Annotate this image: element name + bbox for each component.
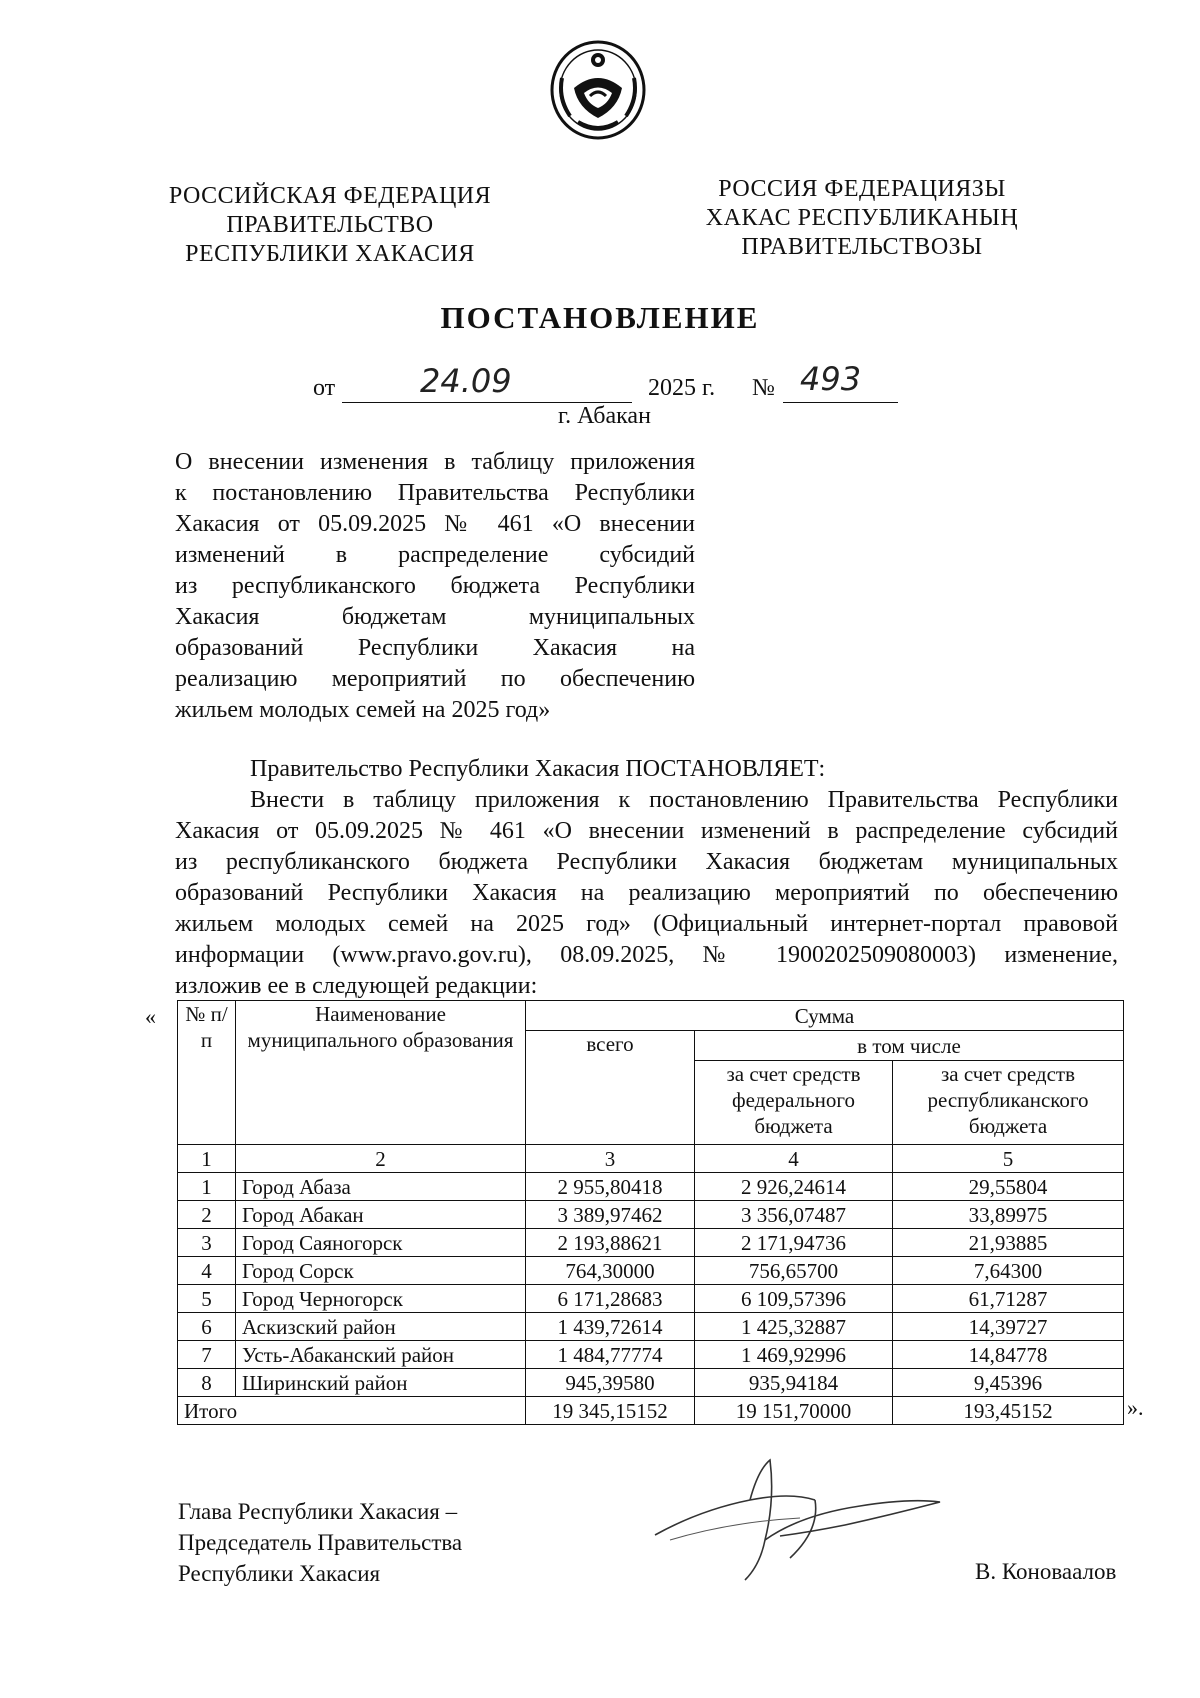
row-total: 2 955,80418 [526, 1173, 695, 1201]
row-federal: 1 425,32887 [695, 1313, 893, 1341]
row-num: 2 [178, 1201, 236, 1229]
signer-name: В. Коноваалов [975, 1559, 1117, 1584]
header-republic: за счет средств республиканского бюджета [893, 1061, 1124, 1145]
table-row [178, 1173, 1124, 1201]
col-number: 5 [893, 1145, 1124, 1173]
header-num: № п/п [178, 1001, 236, 1145]
row-federal: 6 109,57396 [695, 1285, 893, 1313]
row-federal: 2 926,24614 [695, 1173, 893, 1201]
row-republic: 29,55804 [893, 1173, 1124, 1201]
row-name: Ширинский район [236, 1369, 526, 1397]
signature-position [178, 1496, 462, 1589]
row-total: 1 484,77774 [526, 1341, 695, 1369]
resolution-line: Правительство Республики Хакасия ПОСТАНОВЛЯЕТ: [250, 756, 826, 782]
subject-line: изменений в распределение субсидий [175, 542, 695, 568]
subject-line: реализацию мероприятий по обеспечению [175, 666, 695, 692]
row-num: 3 [178, 1229, 236, 1257]
subject-line: к постановлению Правительства Республики [175, 480, 695, 506]
city-label: г. Абакан [558, 403, 651, 429]
header-total: всего [526, 1031, 695, 1145]
row-republic: 14,84778 [893, 1341, 1124, 1369]
header-federal: за счет средств федерального бюджета [695, 1061, 893, 1145]
row-num: 8 [178, 1369, 236, 1397]
table-row [178, 1257, 1124, 1285]
header-left-line: РЕСПУБЛИКИ ХАКАСИЯ [185, 241, 475, 267]
body-line: из республиканского бюджета Республики Хакасия бюджетам муниципальных [175, 849, 1118, 875]
position-line: Председатель Правительства [178, 1530, 463, 1555]
body-line: информации (www.pravo.gov.ru), 08.09.2025, № 1900202509080003) изменение, [175, 942, 1118, 968]
row-republic: 33,89975 [893, 1201, 1124, 1229]
row-total: 1 439,72614 [526, 1313, 695, 1341]
header-right-line: ПРАВИТЕЛЬСТВОЗЫ [741, 234, 983, 260]
header-left-line: РОССИЙСКАЯ ФЕДЕРАЦИЯ [168, 183, 492, 209]
table-row [178, 1201, 1124, 1229]
row-republic: 61,71287 [893, 1285, 1124, 1313]
row-name: Город Абакан [236, 1201, 526, 1229]
header-right-line: ХАКАС РЕСПУБЛИКАНЫҢ [705, 205, 1019, 231]
subject-line: образований Республики Хакасия на [175, 635, 695, 661]
total-row [178, 1397, 1124, 1425]
header-including: в том числе [695, 1031, 1124, 1061]
body-line: Внести в таблицу приложения к постановлению Правительства Республики [250, 787, 1118, 813]
row-total: 764,30000 [526, 1257, 695, 1285]
table-header-row [178, 1001, 1124, 1031]
column-numbers-row [178, 1145, 1124, 1173]
position-line: Республики Хакасия [178, 1561, 381, 1586]
year-label: 2025 г. [648, 375, 716, 401]
total-federal: 19 151,70000 [695, 1397, 893, 1425]
row-name: Аскизский район [236, 1313, 526, 1341]
document-subject [175, 447, 695, 726]
row-republic: 14,39727 [893, 1313, 1124, 1341]
row-num: 5 [178, 1285, 236, 1313]
row-federal: 3 356,07487 [695, 1201, 893, 1229]
document-type-title: ПОСТАНОВЛЕНИЕ [440, 300, 760, 335]
row-total: 3 389,97462 [526, 1201, 695, 1229]
row-num: 1 [178, 1173, 236, 1201]
subject-line: Хакасия от 05.09.2025 № 461 «О внесении [175, 511, 695, 537]
row-num: 7 [178, 1341, 236, 1369]
row-name: Город Сорск [236, 1257, 526, 1285]
body-line: жильем молодых семей на 2025 год» (Официальный интернет-портал правовой [175, 911, 1118, 937]
subject-line: жильем молодых семей на 2025 год» [175, 697, 551, 723]
header-left-ru [150, 182, 510, 269]
row-total: 6 171,28683 [526, 1285, 695, 1313]
row-name: Город Черногорск [236, 1285, 526, 1313]
col-number: 2 [236, 1145, 526, 1173]
header-sum: Сумма [526, 1001, 1124, 1031]
table-row [178, 1341, 1124, 1369]
row-republic: 21,93885 [893, 1229, 1124, 1257]
row-federal: 935,94184 [695, 1369, 893, 1397]
header-left-line: ПРАВИТЕЛЬСТВО [226, 212, 434, 238]
handwritten-number: 493 [800, 360, 862, 398]
body-paragraph [175, 785, 1118, 1002]
total-label: Итого [178, 1397, 526, 1425]
row-republic: 9,45396 [893, 1369, 1124, 1397]
row-total: 2 193,88621 [526, 1229, 695, 1257]
total-republic: 193,45152 [893, 1397, 1124, 1425]
table-row [178, 1229, 1124, 1257]
row-num: 4 [178, 1257, 236, 1285]
row-name: Усть-Абаканский район [236, 1341, 526, 1369]
quote-open: « [145, 1004, 156, 1029]
subsidy-table [177, 1000, 1124, 1425]
table-row [178, 1313, 1124, 1341]
row-federal: 2 171,94736 [695, 1229, 893, 1257]
body-line: изложив ее в следующей редакции: [175, 973, 538, 999]
body-line: образований Республики Хакасия на реализацию мероприятий по обеспечению [175, 880, 1118, 906]
col-number: 4 [695, 1145, 893, 1173]
row-federal: 756,65700 [695, 1257, 893, 1285]
position-line: Глава Республики Хакасия – [178, 1499, 458, 1524]
row-total: 945,39580 [526, 1369, 695, 1397]
table-row [178, 1369, 1124, 1397]
quote-close: ». [1127, 1395, 1144, 1420]
row-republic: 7,64300 [893, 1257, 1124, 1285]
coat-of-arms-emblem [548, 38, 648, 142]
header-name: Наименование муниципального образования [236, 1001, 526, 1145]
col-number: 1 [178, 1145, 236, 1173]
row-federal: 1 469,92996 [695, 1341, 893, 1369]
handwritten-date: 24.09 [420, 362, 512, 400]
row-name: Город Саяногорск [236, 1229, 526, 1257]
subject-line: из республиканского бюджета Республики [175, 573, 695, 599]
header-right-khakas [682, 175, 1042, 262]
number-label: № [752, 375, 775, 401]
col-number: 3 [526, 1145, 695, 1173]
subject-line: О внесении изменения в таблицу приложения [175, 449, 695, 475]
from-label: от [313, 375, 336, 401]
body-line: Хакасия от 05.09.2025 № 461 «О внесении изменений в распределение субсидий [175, 818, 1118, 844]
row-num: 6 [178, 1313, 236, 1341]
handwritten-signature [640, 1440, 970, 1590]
subject-line: Хакасия бюджетам муниципальных [175, 604, 695, 630]
row-name: Город Абаза [236, 1173, 526, 1201]
total-sum: 19 345,15152 [526, 1397, 695, 1425]
header-right-line: РОССИЯ ФЕДЕРАЦИЯЗЫ [718, 176, 1006, 202]
table-row [178, 1285, 1124, 1313]
